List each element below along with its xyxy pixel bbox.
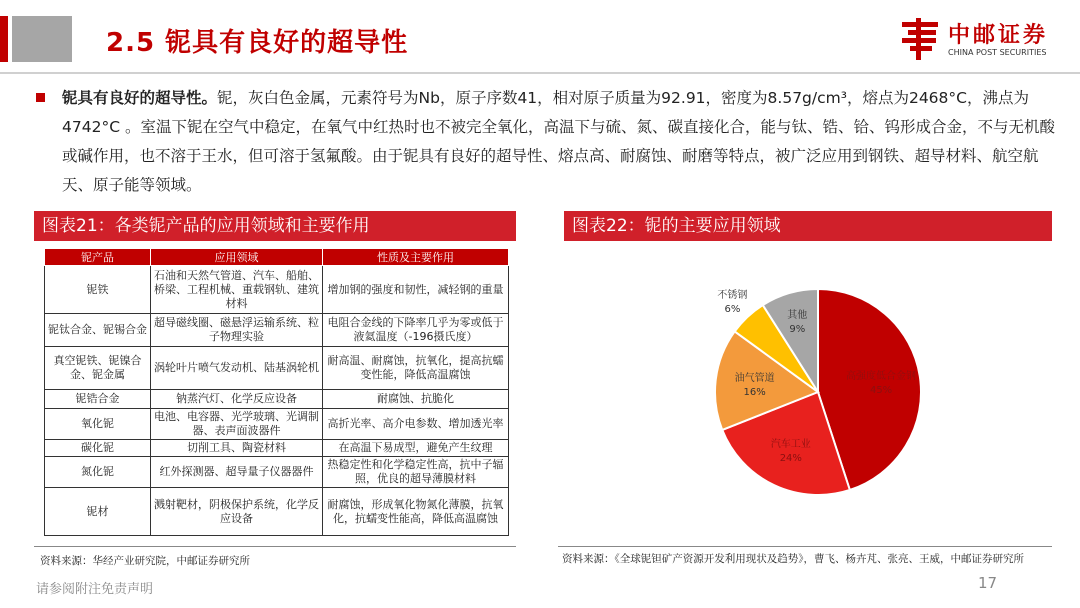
property-cell: 耐高温、耐腐蚀，抗氧化，提高抗蠕变性能，降低高温腐蚀 — [323, 347, 509, 390]
application-cell: 钠蒸汽灯、化学反应设备 — [151, 390, 323, 409]
company-logo — [900, 18, 1070, 66]
property-cell: 在高温下易成型，避免产生纹理 — [323, 440, 509, 457]
table-row — [45, 440, 509, 457]
product-cell: 真空铌铁、铌镍合金、铌金属 — [45, 347, 151, 390]
pie-slice-value: 45% — [869, 385, 893, 397]
bullet-square-icon — [36, 93, 45, 102]
logo-english-text: CHINA POST SECURITIES — [948, 48, 1047, 57]
chart-panel-title: 图表22：铌的主要应用领域 — [564, 211, 1052, 241]
application-cell: 超导磁线圈、磁悬浮运输系统、粒子物理实验 — [151, 314, 323, 347]
header-accent-bar — [0, 16, 8, 62]
source-divider — [34, 546, 516, 547]
chart-source-note: 资料来源：《全球铌钽矿产资源开发利用现状及趋势》，曹飞、杨卉芃、张亮、王威，中邮证券研究所 — [562, 553, 1024, 565]
property-cell: 增加钢的强度和韧性，减轻钢的重量 — [323, 266, 509, 314]
table-row — [45, 488, 509, 536]
intro-lead: 铌具有良好的超导性。 — [62, 89, 218, 107]
product-cell: 铌材 — [45, 488, 151, 536]
property-cell: 热稳定性和化学稳定性高，抗中子辐照，优良的超导薄膜材料 — [323, 457, 509, 488]
pie-slice-value: 6% — [724, 303, 741, 315]
property-cell: 耐腐蚀、抗脆化 — [323, 390, 509, 409]
product-cell: 氮化铌 — [45, 457, 151, 488]
table-source-note: 资料来源：华经产业研究院，中邮证券研究所 — [40, 555, 250, 567]
pie-slice-value: 9% — [789, 323, 806, 335]
column-header: 铌产品 — [45, 249, 151, 266]
disclaimer-note: 请参阅附注免责声明 — [36, 582, 154, 597]
pie-slice-label: 其他 — [787, 309, 808, 321]
table-header-row — [45, 249, 509, 266]
table-row — [45, 409, 509, 440]
intro-body: 铌，灰白色金属，元素符号为Nb，原子序数41，相对原子质量为92.91，密度为8.57g/cm³，熔点为2468°C，沸点为4742°C 。室温下铌在空气中稳定，在氧气中红热时也不被完全氧化，高温下与硫、氮、碳直接化合，能与钛、锆、铪、钨形成合金，不与无机酸或碱作用，也不溶于王水，但可溶于氢氟酸。由于铌具有良好的超导性、熔点高、耐腐蚀、耐磨等特点，被广泛应用到钢铁、超导材料、航空航天、原子能等领域。 — [62, 89, 1055, 194]
table-row — [45, 314, 509, 347]
application-cell: 涡轮叶片喷气发动机、陆基涡轮机 — [151, 347, 323, 390]
table-panel-title: 图表21：各类铌产品的应用领域和主要作用 — [34, 211, 516, 241]
source-divider — [558, 546, 1052, 547]
china-post-logo-icon — [900, 18, 940, 60]
application-cell: 切削工具、陶瓷材料 — [151, 440, 323, 457]
intro-paragraph — [36, 84, 1056, 200]
pie-slice-label: 油气管道 — [734, 372, 775, 384]
application-cell: 溅射靶材，阴极保护系统，化学反应设备 — [151, 488, 323, 536]
header-accent-block — [12, 16, 72, 62]
pie-slice-value: 24% — [779, 452, 802, 464]
application-cell: 红外探测器、超导量子仪器器件 — [151, 457, 323, 488]
property-cell: 耐腐蚀，形成氧化物氮化薄膜，抗氧化，抗蠕变性能高，降低高温腐蚀 — [323, 488, 509, 536]
product-cell: 氧化铌 — [45, 409, 151, 440]
application-cell: 电池、电容器、光学玻璃、光调制器、表声面波器件 — [151, 409, 323, 440]
product-cell: 碳化铌 — [45, 440, 151, 457]
table-row — [45, 347, 509, 390]
page-title: 2.5 铌具有良好的超导性 — [106, 28, 409, 58]
page-number: 17 — [978, 574, 998, 592]
logo-chinese-text: 中邮证券 — [948, 23, 1049, 48]
pie-slice-label: 高强度低合金钢 — [846, 371, 917, 383]
column-header: 性质及主要作用 — [323, 249, 509, 266]
product-cell: 铌钛合金、铌锡合金 — [45, 314, 151, 347]
property-cell: 电阻合金线的下降率几乎为零或低于液氦温度（-196摄氏度） — [323, 314, 509, 347]
table-row — [45, 390, 509, 409]
application-cell: 石油和天然气管道、汽车、船舶、桥梁、工程机械、重载钢轨、建筑材料 — [151, 266, 323, 314]
table-row — [45, 457, 509, 488]
header-divider — [0, 72, 1080, 74]
product-cell: 铌铁 — [45, 266, 151, 314]
pie-slice-label: 不锈钢 — [717, 289, 748, 301]
property-cell: 高折光率、高介电参数、增加透光率 — [323, 409, 509, 440]
application-pie-chart — [690, 268, 940, 494]
niobium-products-table — [44, 248, 509, 536]
product-cell: 铌锆合金 — [45, 390, 151, 409]
table-row — [45, 266, 509, 314]
pie-slice-value: 16% — [743, 386, 766, 398]
pie-slice-label: 汽车工业 — [770, 438, 811, 450]
column-header: 应用领域 — [151, 249, 323, 266]
